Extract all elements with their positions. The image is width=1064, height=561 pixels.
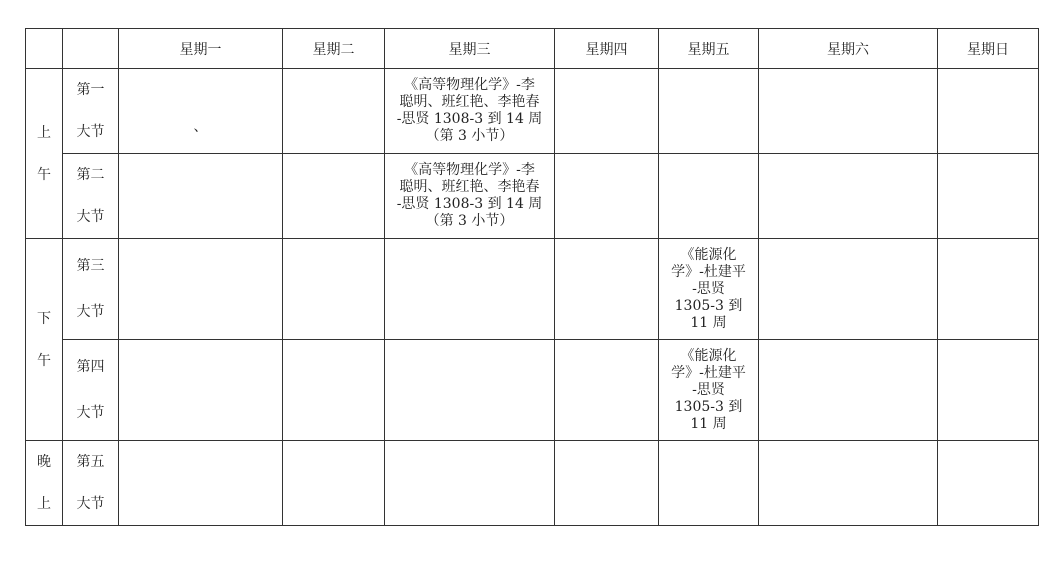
- cell-thu-1[interactable]: [555, 69, 659, 154]
- session-char: 午: [37, 352, 51, 369]
- course-line: -思贤: [692, 280, 725, 297]
- cell-fri-1[interactable]: [659, 69, 759, 154]
- schedule-row-slot-5: [26, 441, 1039, 526]
- day-header-thursday: 星期四: [555, 29, 659, 69]
- cell-mon-1[interactable]: [119, 69, 283, 154]
- cell-sun-2[interactable]: [938, 154, 1039, 239]
- slot-text: 大节: [76, 124, 105, 140]
- slot-text: 第三: [76, 258, 105, 274]
- day-header-monday: 星期一: [119, 29, 283, 69]
- schedule-row-slot-4: [26, 340, 1039, 441]
- cell-thu-4[interactable]: [555, 340, 659, 441]
- day-header-friday: 星期五: [659, 29, 759, 69]
- cell-mon-5[interactable]: [119, 441, 283, 526]
- course-line: 《高等物理化学》-李: [404, 77, 535, 93]
- cell-sun-4[interactable]: [938, 340, 1039, 441]
- stray-mark: 、: [193, 119, 208, 135]
- course-line: 学》-杜建平: [671, 263, 746, 280]
- session-char: 上: [37, 124, 51, 141]
- session-char: 下: [37, 310, 51, 327]
- slot-label-1: [63, 69, 119, 154]
- cell-sat-3[interactable]: [759, 239, 938, 340]
- cell-thu-5[interactable]: [555, 441, 659, 526]
- slot-text: 第四: [76, 359, 105, 375]
- header-row: [26, 29, 1039, 69]
- cell-wed-5[interactable]: [385, 441, 555, 526]
- cell-mon-4[interactable]: [119, 340, 283, 441]
- slot-text: 大节: [76, 209, 105, 225]
- session-afternoon: [26, 239, 63, 441]
- schedule-row-slot-3: [26, 239, 1039, 340]
- course-line: 11 周: [690, 415, 727, 432]
- course-line: -思贤: [692, 381, 725, 398]
- slot-text: 第一: [76, 82, 105, 98]
- cell-thu-3[interactable]: [555, 239, 659, 340]
- day-header-tuesday: 星期二: [283, 29, 385, 69]
- corner-cell: [63, 29, 119, 69]
- session-morning: [26, 69, 63, 239]
- corner-cell: [26, 29, 63, 69]
- slot-text: 第五: [76, 454, 105, 470]
- course-line: 《高等物理化学》-李: [404, 162, 535, 178]
- day-header-sunday: 星期日: [938, 29, 1039, 69]
- course-cell-fri-4[interactable]: [659, 340, 759, 441]
- slot-label-2: [63, 154, 119, 239]
- session-char: 午: [37, 166, 51, 183]
- cell-fri-2[interactable]: [659, 154, 759, 239]
- slot-label-3: [63, 239, 119, 340]
- slot-text: 大节: [76, 304, 105, 320]
- day-header-wednesday: 星期三: [385, 29, 555, 69]
- cell-sun-1[interactable]: [938, 69, 1039, 154]
- schedule-row-slot-2: [26, 154, 1039, 239]
- course-cell-wed-1[interactable]: [385, 69, 555, 154]
- course-line: 《能源化: [680, 347, 737, 364]
- cell-mon-2[interactable]: [119, 154, 283, 239]
- day-header-saturday: 星期六: [759, 29, 938, 69]
- cell-sat-5[interactable]: [759, 441, 938, 526]
- course-cell-wed-2[interactable]: [385, 154, 555, 239]
- session-evening: [26, 441, 63, 526]
- course-line: 《能源化: [680, 246, 737, 263]
- schedule-row-slot-1: [26, 69, 1039, 154]
- cell-sat-2[interactable]: [759, 154, 938, 239]
- course-line: -思贤 1308-3 到 14 周: [396, 111, 543, 127]
- cell-sat-4[interactable]: [759, 340, 938, 441]
- cell-sat-1[interactable]: [759, 69, 938, 154]
- cell-fri-5[interactable]: [659, 441, 759, 526]
- slot-text: 大节: [76, 405, 105, 421]
- slot-text: 第二: [76, 167, 105, 183]
- course-cell-fri-3[interactable]: [659, 239, 759, 340]
- cell-tue-2[interactable]: [283, 154, 385, 239]
- cell-mon-3[interactable]: [119, 239, 283, 340]
- cell-tue-5[interactable]: [283, 441, 385, 526]
- session-char: 上: [37, 496, 51, 512]
- slot-text: 大节: [76, 496, 105, 512]
- course-line: 11 周: [690, 314, 727, 331]
- slot-label-5: [63, 441, 119, 526]
- cell-wed-4[interactable]: [385, 340, 555, 441]
- session-char: 晚: [37, 454, 51, 470]
- course-line: （第 3 小节）: [425, 213, 514, 229]
- cell-tue-1[interactable]: [283, 69, 385, 154]
- cell-tue-3[interactable]: [283, 239, 385, 340]
- course-line: 学》-杜建平: [671, 364, 746, 381]
- course-line: 聪明、班红艳、李艳春: [399, 179, 540, 195]
- course-line: 1305-3 到: [674, 398, 743, 415]
- class-schedule-table: [25, 28, 1039, 526]
- course-line: 1305-3 到: [674, 297, 743, 314]
- slot-label-4: [63, 340, 119, 441]
- cell-thu-2[interactable]: [555, 154, 659, 239]
- course-line: （第 3 小节）: [425, 128, 514, 144]
- cell-sun-3[interactable]: [938, 239, 1039, 340]
- cell-tue-4[interactable]: [283, 340, 385, 441]
- course-line: 聪明、班红艳、李艳春: [399, 94, 540, 110]
- cell-sun-5[interactable]: [938, 441, 1039, 526]
- course-line: -思贤 1308-3 到 14 周: [396, 196, 543, 212]
- cell-wed-3[interactable]: [385, 239, 555, 340]
